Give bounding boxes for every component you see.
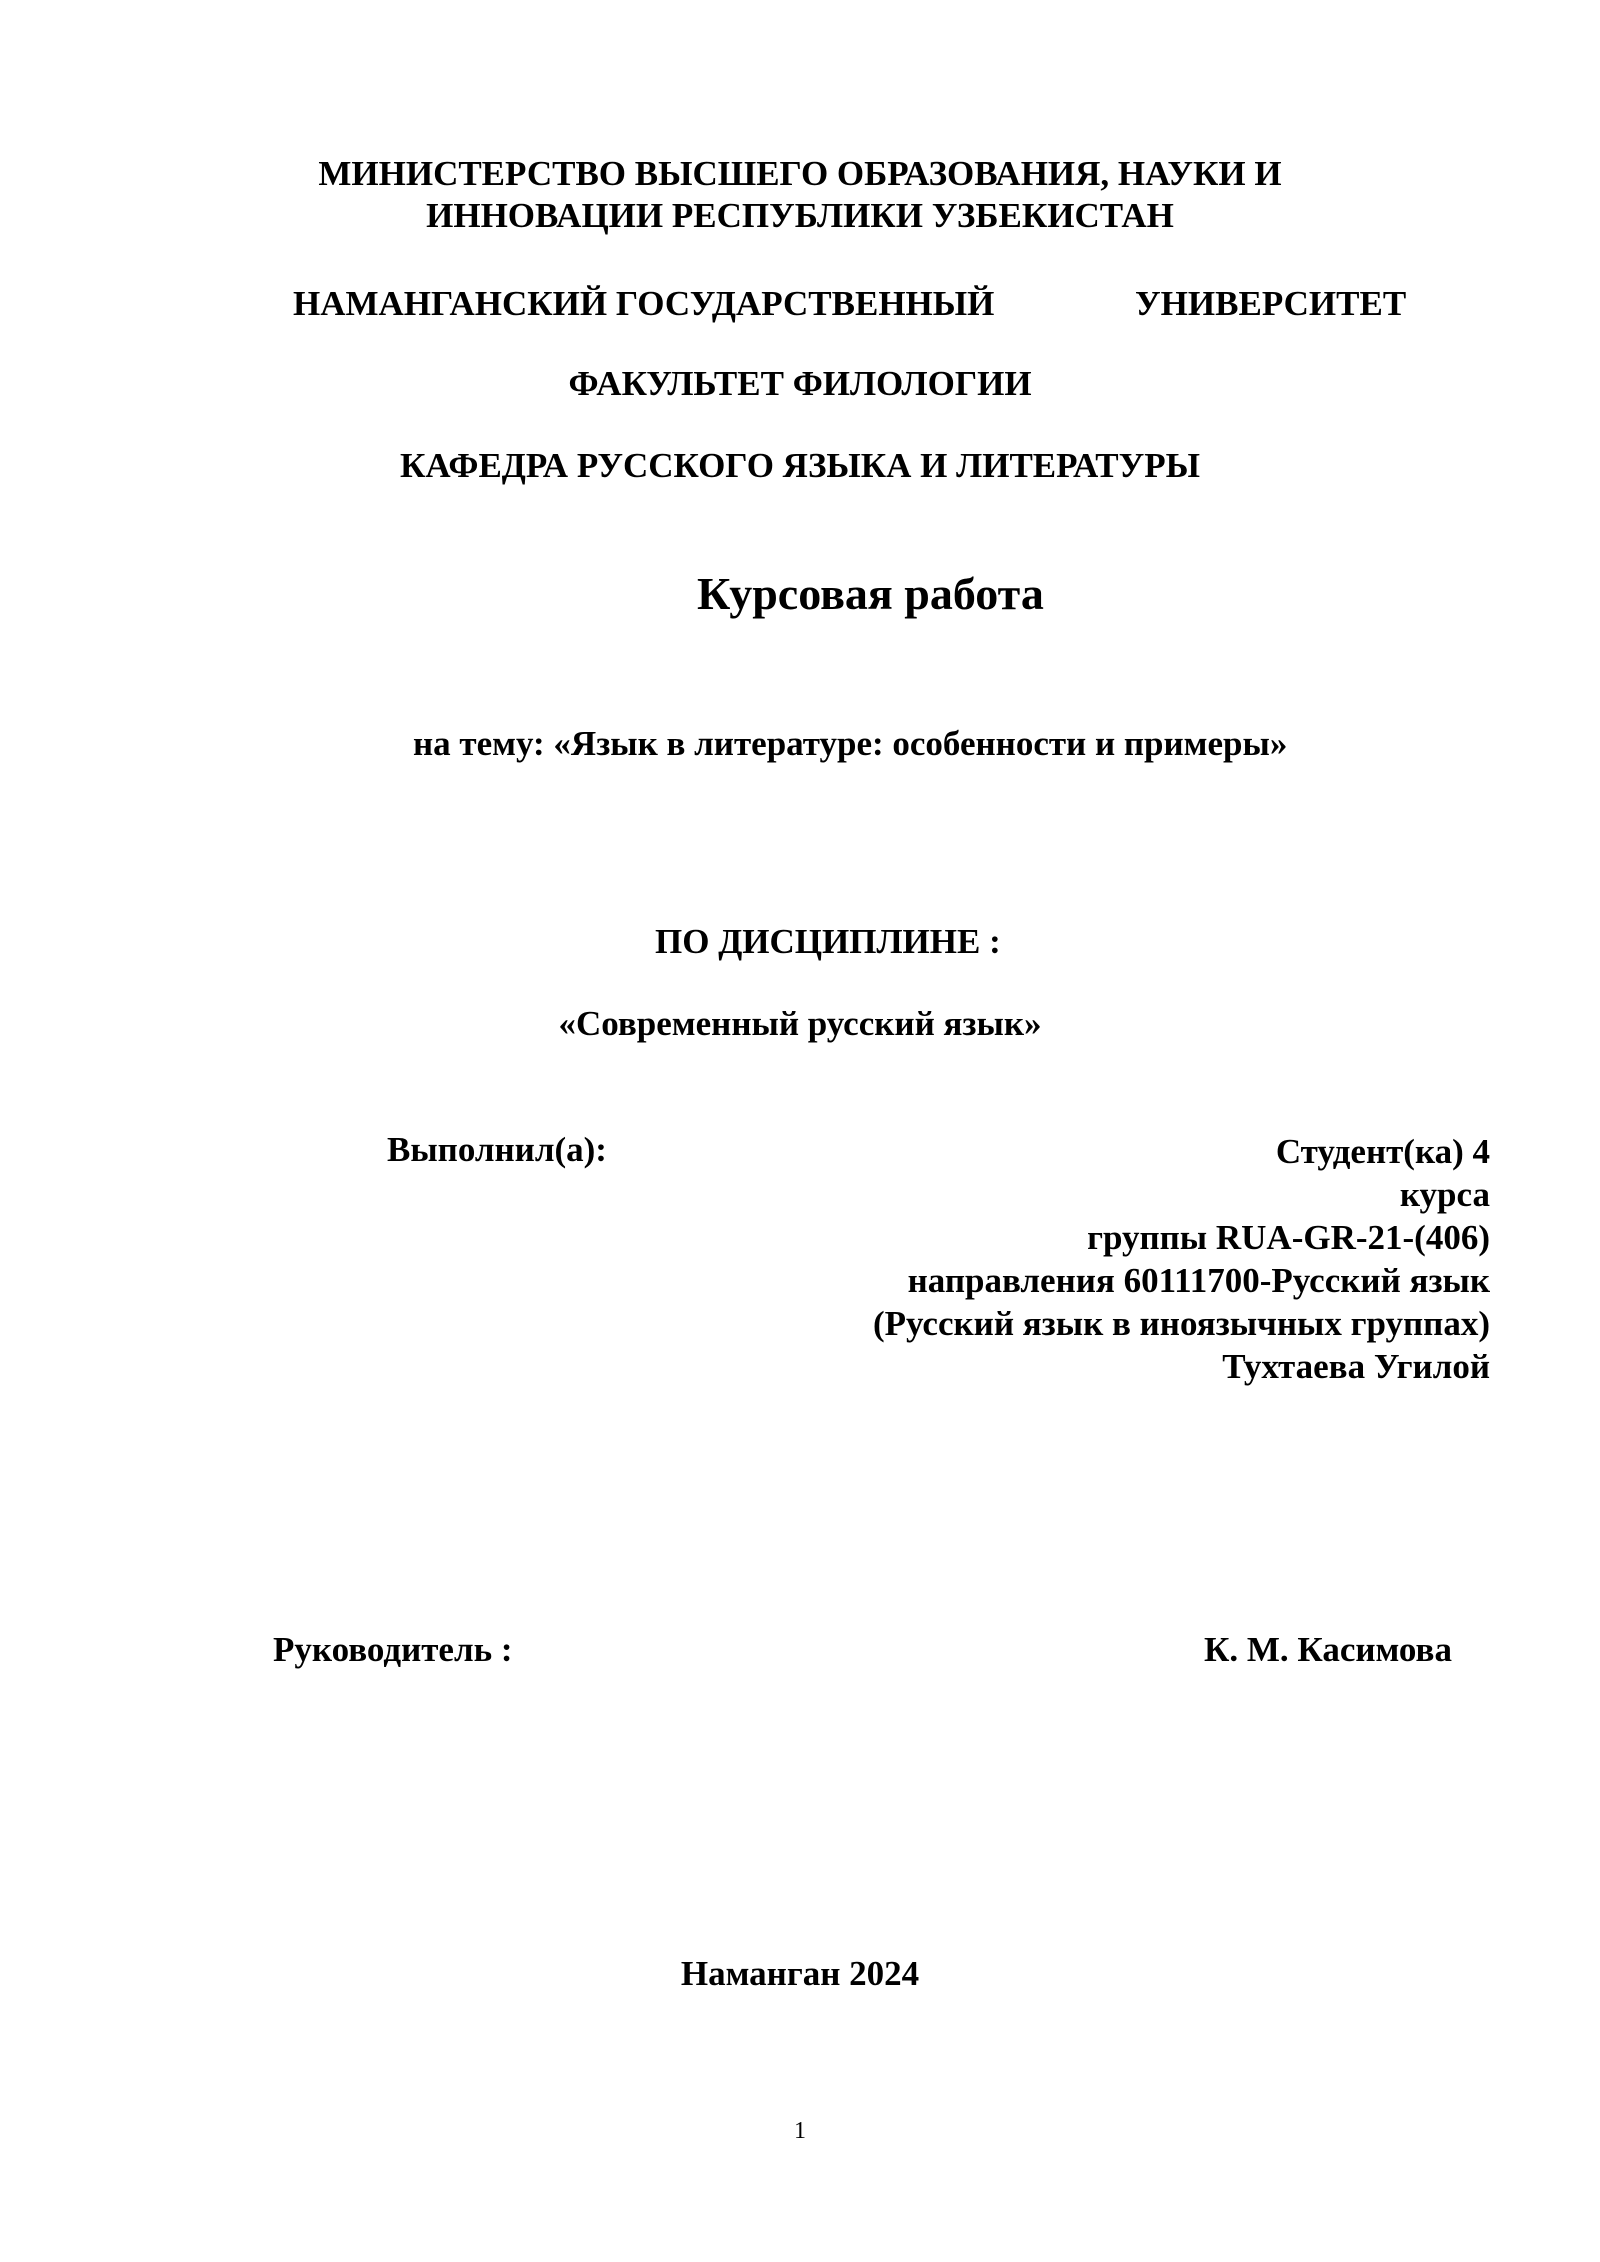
page-number: 1 <box>794 2118 806 2144</box>
supervisor-name: К. М. Касимова <box>1204 1630 1452 1669</box>
university-name-part-1: НАМАНГАНСКИЙ ГОСУДАРСТВЕННЫЙ <box>293 284 995 323</box>
discipline-name: «Современный русский язык» <box>558 1004 1042 1043</box>
author-detail-line: Студент(ка) 4 <box>1275 1132 1490 1171</box>
author-details <box>873 1130 1490 1388</box>
faculty-name: ФАКУЛЬТЕТ ФИЛОЛОГИИ <box>568 364 1032 403</box>
supervisor-label: Руководитель : <box>273 1630 513 1669</box>
university-name-part-2: УНИВЕРСИТЕТ <box>1135 284 1407 323</box>
ministry-line-1: МИНИСТЕРСТВО ВЫСШЕГО ОБРАЗОВАНИЯ, НАУКИ И <box>318 154 1282 193</box>
author-detail-line: группы RUA-GR-21-(406) <box>1087 1218 1490 1257</box>
author-label: Выполнил(а): <box>387 1130 607 1169</box>
work-type-title: Курсовая работа <box>697 568 1044 619</box>
city-year: Наманган 2024 <box>680 1954 920 1993</box>
author-detail-line: (Русский язык в иноязычных группах) <box>872 1304 1490 1343</box>
author-detail-line: курса <box>1399 1175 1490 1214</box>
author-name: Тухтаева Угилой <box>1222 1347 1490 1386</box>
work-topic: на тему: «Язык в литературе: особенности и примеры» <box>413 724 1288 763</box>
department-name: КАФЕДРА РУССКОГО ЯЗЫКА И ЛИТЕРАТУРЫ <box>399 446 1201 485</box>
discipline-label: ПО ДИСЦИПЛИНЕ : <box>655 922 1001 961</box>
author-detail-line: направления 60111700-Русский язык <box>907 1261 1490 1300</box>
ministry-line-2: ИННОВАЦИИ РЕСПУБЛИКИ УЗБЕКИСТАН <box>426 196 1174 235</box>
